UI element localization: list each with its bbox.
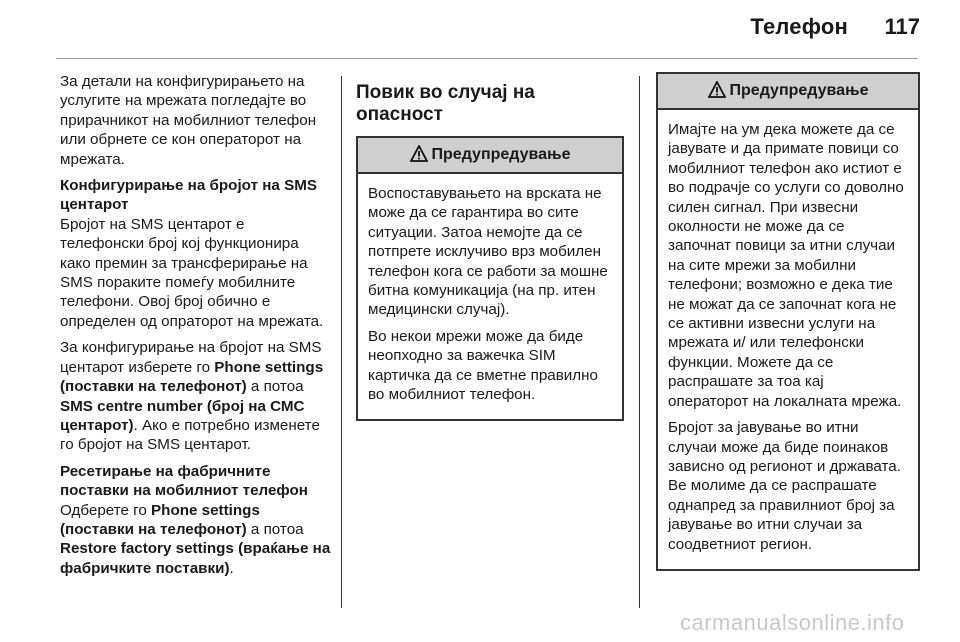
warning-paragraph: Во некои мрежи може да биде неопходно за важечка SIM картичка да се вметне правилно во мобилниот телефон.	[368, 327, 598, 404]
warning-header	[658, 74, 918, 110]
reset-paragraph	[60, 501, 332, 579]
warning-paragraph: Бројот за јавување во итни случаи може да биде поинаков зависно од регионот и државата. Ве молиме да се распрашате однапред за правилниот број за јавување во итни случаи за соодветниот регион.	[668, 419, 901, 553]
text-run: .	[229, 559, 234, 577]
menu-phone-settings: Phone settings (поставки на телефонот)	[60, 358, 324, 396]
column-1	[60, 72, 332, 585]
warning-paragraph: Имајте на ум дека можете да се јавувате и да примате повици со мобилниот телефон ако истиот е во подрачје со услуги со доволно силен сигнал. При извесни околности не може да се започнат повици за итни случаи на сите мрежи за мобилни телефони; возможно е дека тие не можат да се започнат кога не се активни извесни услуги на мрежата и/ или телефонски функции. Можете да се распрашате за тоа кај операторот на локалната мрежа.	[668, 121, 904, 410]
warning-paragraph: Воспоставувањето на врската не може да се гарантира во сите ситуации. Затоа немојте да се потпрете исклучиво врз мобилен телефон кога се работи за мошне битна комуникација (на пр. итен медицински случај).	[368, 185, 608, 319]
text-run: . Ако е потребно изменете го бројот на SMS центарот.	[60, 416, 320, 454]
column-2	[356, 72, 624, 421]
sms-centre-paragraph: Бројот на SMS центарот е телефонски број кој функционира како премин за трансферирање на SMS пораките помеѓу мобилните телефони. Овој број обично е определен од опраторот на мрежата.	[60, 215, 324, 330]
warning-box	[656, 72, 920, 571]
menu-restore-factory-settings: Restore factory settings (враќање на фабричките поставки)	[60, 540, 331, 577]
text-run: а потоа	[246, 520, 304, 538]
column-3	[656, 72, 920, 571]
sms-centre-block	[60, 176, 332, 331]
text-run: Одберете го	[60, 501, 152, 519]
page-header	[0, 0, 960, 60]
warning-body	[358, 174, 622, 419]
watermark: carmanualsonline.info	[680, 610, 905, 635]
page-title: Телефон	[750, 14, 848, 39]
header-rule	[56, 58, 918, 59]
warning-icon	[410, 141, 428, 175]
warning-label: Предупредување	[431, 146, 571, 163]
warning-label: Предупредување	[729, 82, 869, 99]
text-run: а потоа	[246, 378, 304, 396]
menu-sms-centre-number: SMS centre number (број на СМС центарот)	[60, 397, 305, 434]
menu-phone-settings: Phone settings (поставки на телефонот)	[60, 501, 260, 538]
reset-block	[60, 462, 332, 578]
warning-header	[358, 138, 622, 174]
intro-paragraph: За детали на конфигурирањето на услугите на мрежата погледајте во прирачникот на мобилниот телефон или обрнете се кон операторот на мрежата.	[60, 73, 317, 168]
sms-config-paragraph	[60, 338, 332, 454]
column-divider	[639, 76, 640, 608]
page-number: 117	[884, 14, 920, 39]
reset-heading: Ресетирање на фабричните поставки на мобилниот телефон	[60, 462, 308, 500]
column-divider	[341, 76, 342, 608]
warning-icon	[708, 77, 726, 111]
sms-centre-heading: Конфигурирање на бројот на SMS центарот	[60, 177, 317, 214]
text-run: За конфигурирање на бројот на SMS центарот изберете го	[60, 339, 322, 376]
warning-body	[658, 110, 918, 569]
section-title: Повик во случај на опасност	[356, 82, 535, 125]
warning-box	[356, 136, 624, 421]
